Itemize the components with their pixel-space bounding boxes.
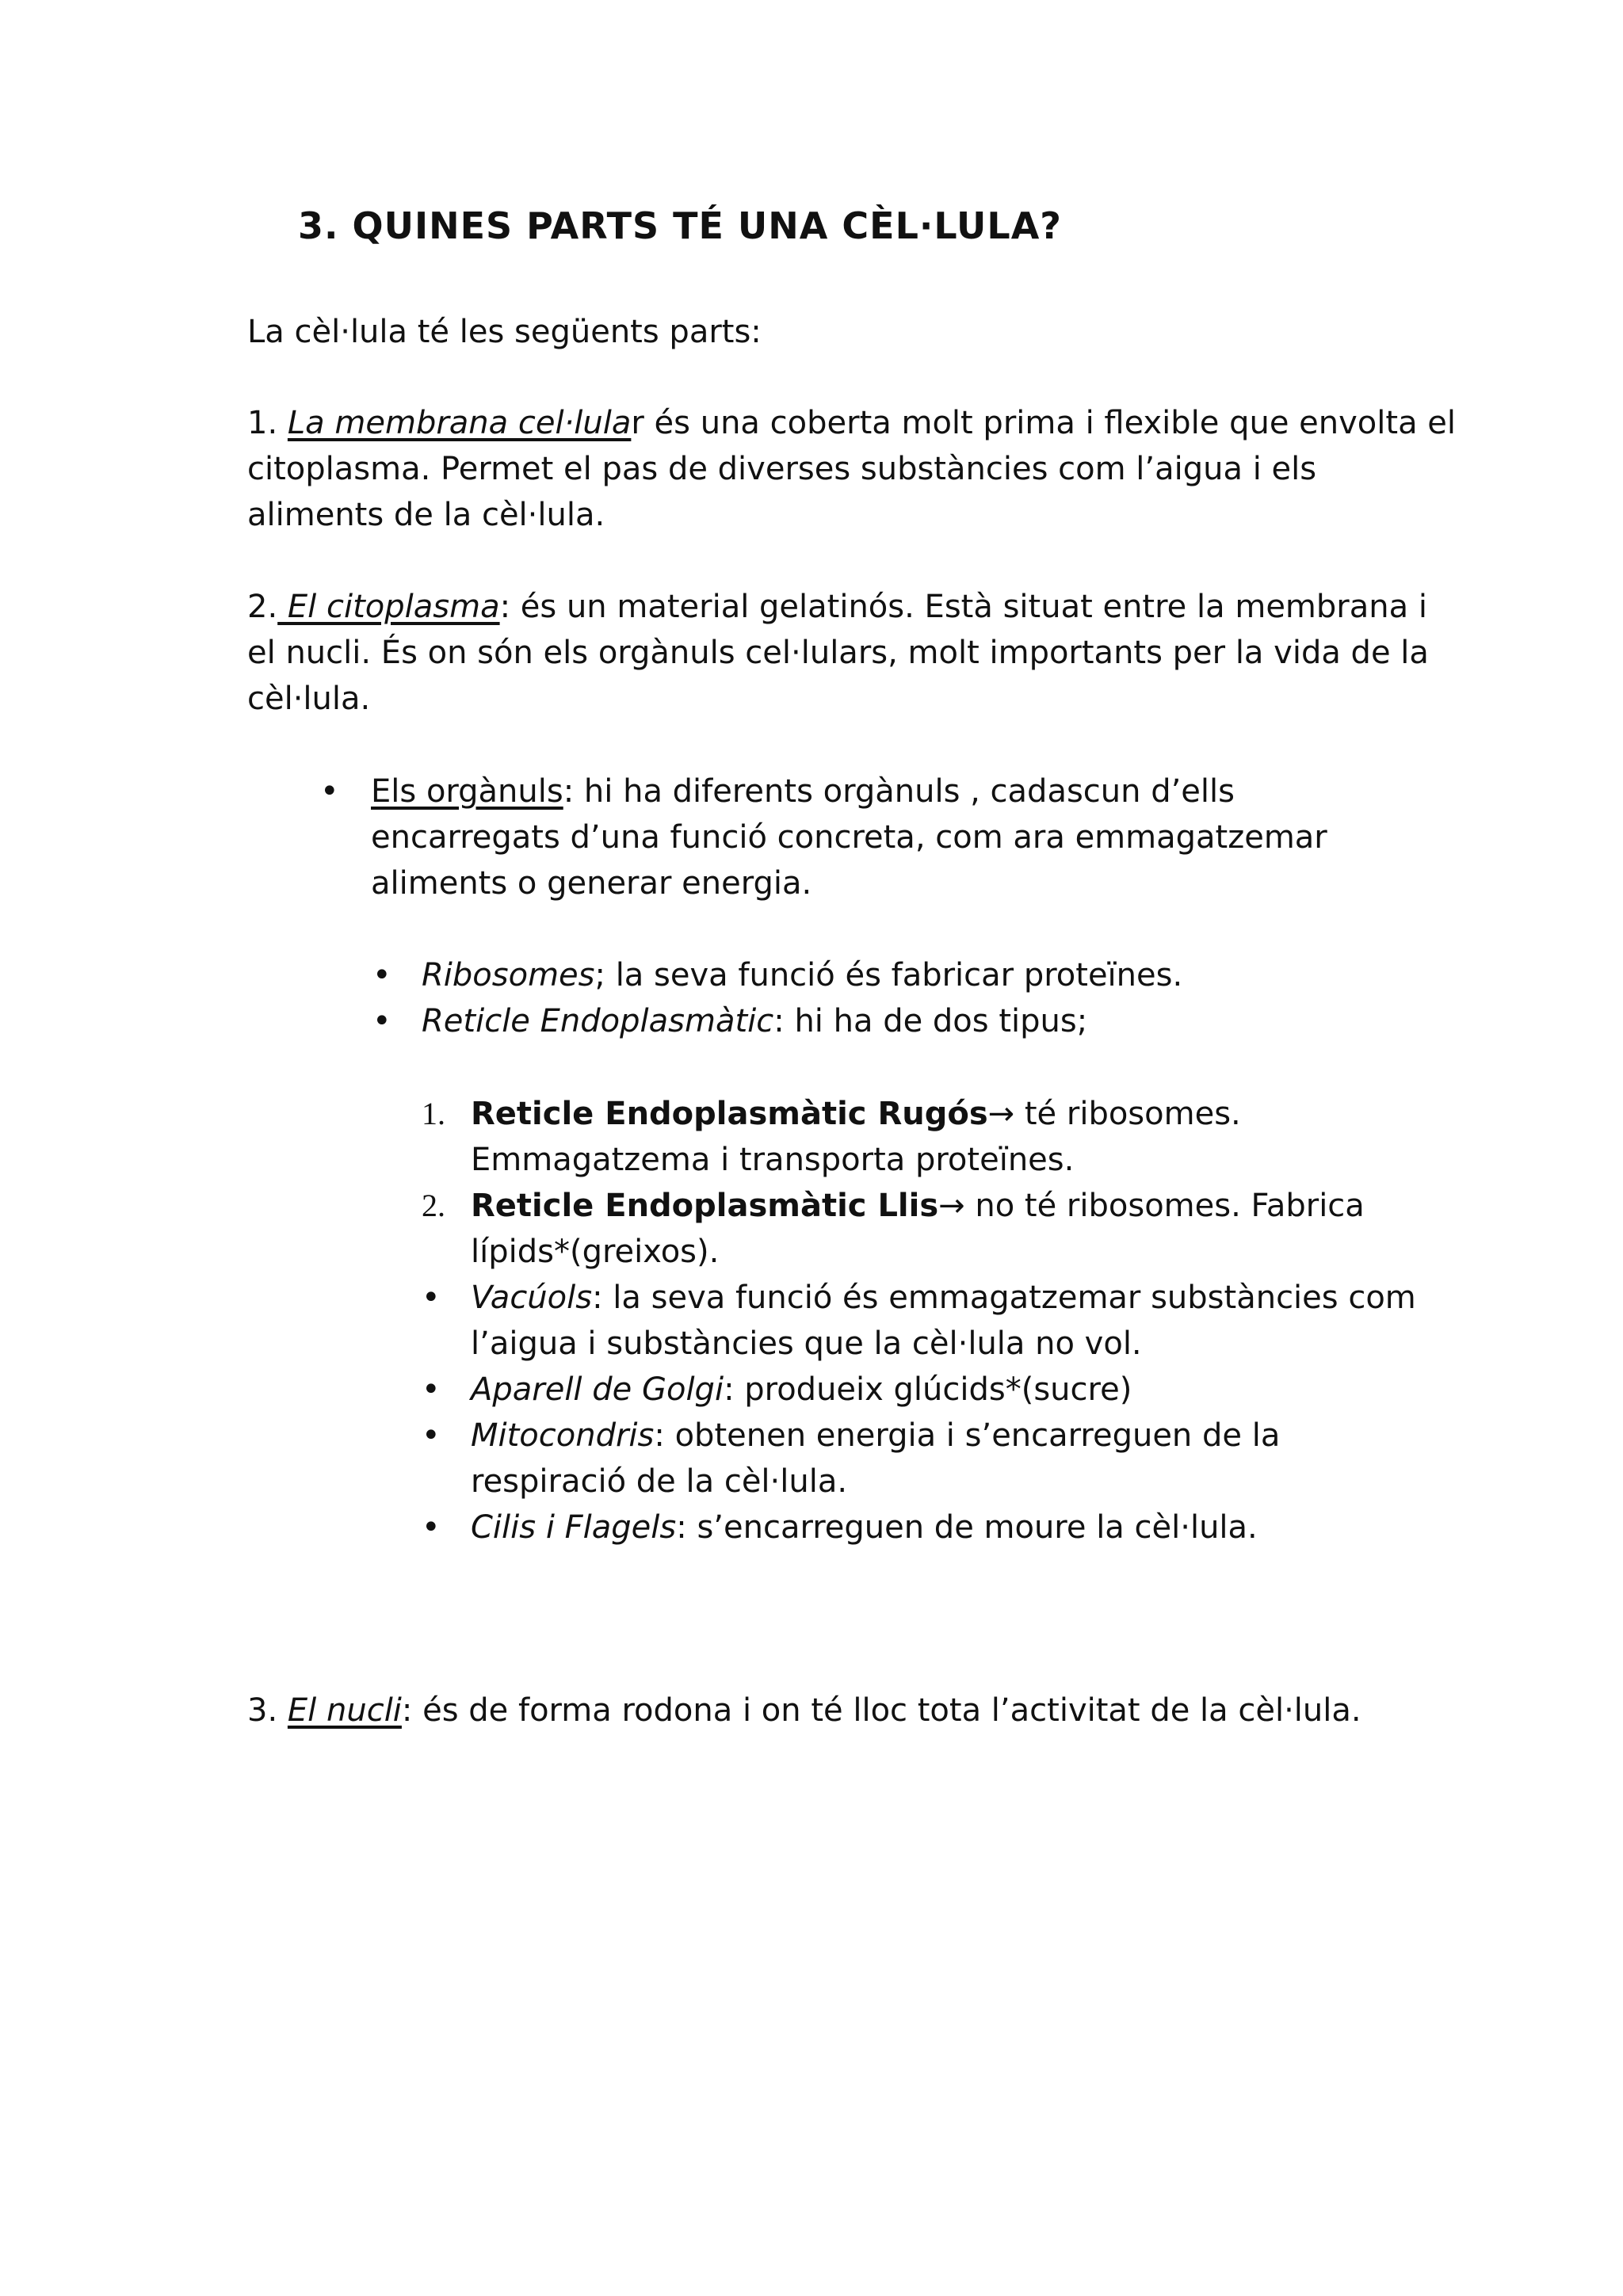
reticle-text: : hi ha de dos tipus; <box>773 1003 1088 1039</box>
llis-line-2: lípids*(greixos). <box>471 1234 720 1270</box>
ribosomes-text: ; la seva funció és fabricar proteïnes. <box>594 957 1183 994</box>
organuls-line-1 <box>371 769 1235 814</box>
intro-text: La cèl·lula té les següents parts: <box>247 314 762 350</box>
organuls-line-3: aliments o generar energia. <box>371 865 812 902</box>
organuls-bullet: • <box>320 773 339 810</box>
part-1-text: és una coberta molt prima i flexible que envolta el <box>643 405 1457 441</box>
rugos-line-1 <box>471 1091 1241 1137</box>
golgi-line <box>471 1367 1132 1413</box>
golgi-bullet: • <box>422 1371 441 1408</box>
part-1-line-3: aliments de la cèl·lula. <box>247 497 605 533</box>
cilis-bullet: • <box>422 1509 441 1546</box>
part-2-text: : és un material gelatinós. Està situat entre la membrana i <box>499 589 1427 625</box>
cilis-term: Cilis i Flagels <box>471 1509 677 1546</box>
rugos-line-2: Emmagatzema i transporta proteïnes. <box>471 1142 1075 1178</box>
golgi-text: : produeix glúcids*(sucre) <box>724 1371 1132 1408</box>
vacuols-line-2: l’aigua i substàncies que la cèl·lula no vol. <box>471 1325 1142 1362</box>
ribosomes-term: Ribosomes <box>422 957 595 994</box>
vacuols-bullet: • <box>422 1280 441 1316</box>
part-1-line-1 <box>247 400 1456 446</box>
mitocondris-term: Mitocondris <box>471 1417 655 1454</box>
reticle-line <box>422 998 1087 1044</box>
llis-text: no té ribosomes. Fabrica <box>964 1188 1365 1224</box>
organuls-term: Els orgànuls <box>371 773 563 810</box>
mitocondris-line-2: respiració de la cèl·lula. <box>471 1463 848 1500</box>
part-2-number: 2. <box>247 589 278 625</box>
part-2-line-2: el nucli. És on són els orgànuls cel·lulars, molt importants per la vida de la <box>247 635 1429 671</box>
llis-term: Reticle Endoplasmàtic Llis <box>471 1188 939 1224</box>
reticle-term: Reticle Endoplasmàtic <box>422 1003 774 1039</box>
rugos-text: té ribosomes. <box>1014 1096 1241 1132</box>
part-3-text: : és de forma rodona i on té lloc tota l’activitat de la cèl·lula. <box>401 1692 1361 1729</box>
part-2-term: El citoplasma <box>277 589 500 625</box>
part-2-line-3: cèl·lula. <box>247 681 371 717</box>
rugos-term: Reticle Endoplasmàtic Rugós <box>471 1096 988 1132</box>
reticle-bullet: • <box>372 1003 391 1039</box>
vacuols-line-1 <box>471 1275 1416 1321</box>
page-title: 3. QUINES PARTS TÉ UNA CÈL·LULA? <box>298 204 1062 247</box>
part-1-line-2: citoplasma. Permet el pas de diverses substàncies com l’aigua i els <box>247 451 1317 487</box>
ribosomes-line <box>422 952 1182 998</box>
organuls-text: : hi ha diferents orgànuls , cadascun d’ells <box>563 773 1235 810</box>
mitocondris-line-1 <box>471 1413 1280 1459</box>
llis-number: 2. <box>422 1188 445 1223</box>
part-1-term: La membrana cel·lula <box>287 405 632 441</box>
cilis-line <box>471 1505 1258 1550</box>
mitocondris-bullet: • <box>422 1417 441 1454</box>
cilis-text: : s’encarreguen de moure la cèl·lula. <box>676 1509 1258 1546</box>
organuls-line-2: encarregats d’una funció concreta, com ara emmagatzemar <box>371 819 1327 856</box>
vacuols-term: Vacúols <box>471 1280 593 1316</box>
part-1-term-tail: r <box>631 405 644 441</box>
rugos-number: 1. <box>422 1096 445 1131</box>
llis-line-1 <box>471 1183 1365 1229</box>
llis-arrow-icon: → <box>938 1188 965 1224</box>
vacuols-text: : la seva funció és emmagatzemar substàncies com <box>592 1280 1416 1316</box>
ribosomes-bullet: • <box>372 957 391 994</box>
part-3-line <box>247 1688 1361 1733</box>
part-3-term: El nucli <box>287 1692 402 1729</box>
rugos-arrow-icon: → <box>987 1096 1015 1132</box>
part-1-number: 1. <box>247 405 278 441</box>
golgi-term: Aparell de Golgi <box>471 1371 724 1408</box>
part-3-number: 3. <box>247 1692 278 1729</box>
part-2-line-1 <box>247 584 1427 630</box>
mitocondris-text: : obtenen energia i s’encarreguen de la <box>654 1417 1281 1454</box>
